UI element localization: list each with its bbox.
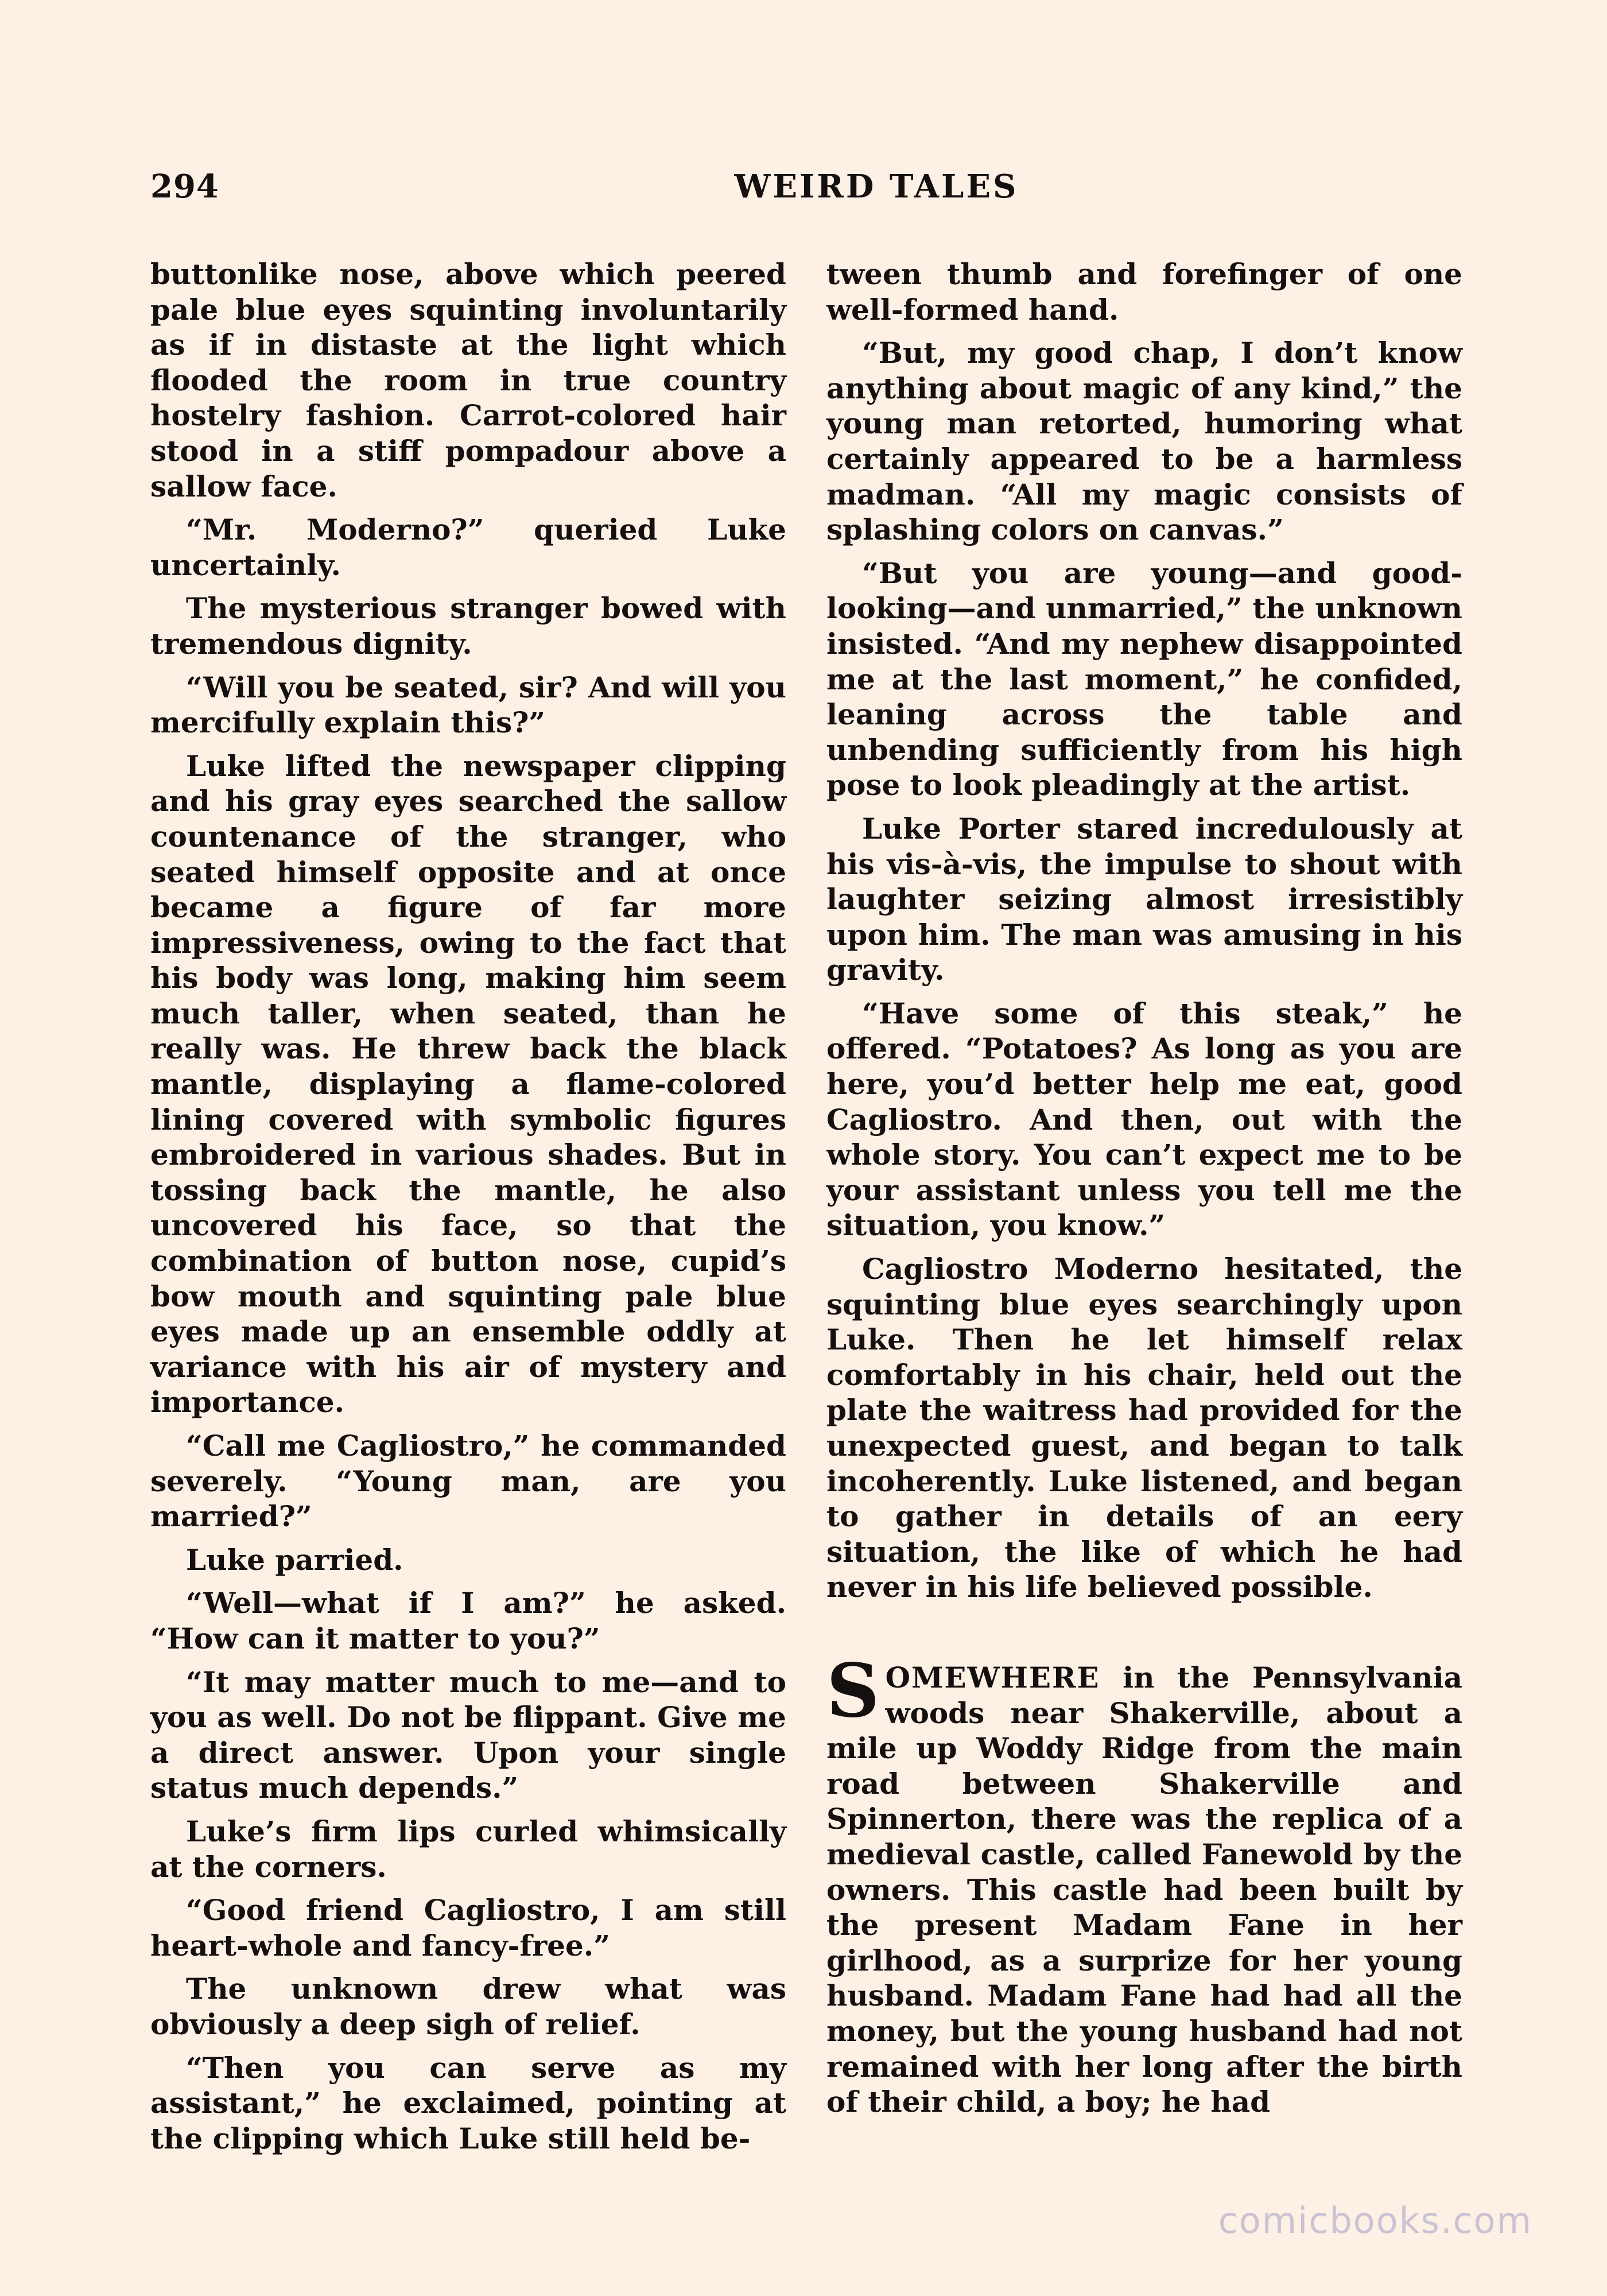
paragraph: The mysterious stranger bowed with tremendous dignity.: [150, 591, 786, 661]
small-caps-lead: OMEWHERE: [885, 1660, 1100, 1694]
paragraph: “Well—what if I am?” he asked. “How can it matter to you?”: [150, 1586, 786, 1655]
left-column: [150, 257, 786, 2164]
paragraph: “But you are young—and good-looking—and unmarried,” the unknown insisted. “And my nephew disappointed me at the last moment,” he confided, leaning across the table and unbending sufficiently from his high pose to look pleadingly at the artist.: [826, 556, 1462, 802]
paragraph: “Have some of this steak,” he offered. “Potatoes? As long as you are here, you’d better help me eat, good Cagliostro. And then, out with the whole story. You can’t expect me to be your assistant unless you tell me the situation, you know.”: [826, 996, 1462, 1243]
section-text: in the Pennsylvania woods near Shakerville, about a mile up Woddy Ridge from the main road between Shakerville and Spinnerton, there was the replica of a medieval castle, called Fanewold by the owners. This castle had been built by the present Madam Fane in her girlhood, as a surprize for her young husband. Madam Fane had had all the money, but the young husband had not remained with her long after the birth of their child, a boy; he had: [826, 1660, 1462, 2119]
paragraph: Luke’s firm lips curled whimsically at the corners.: [150, 1814, 786, 1884]
paragraph: tween thumb and forefinger of one well-formed hand.: [826, 257, 1462, 327]
paragraph: “Will you be seated, sir? And will you mercifully explain this?”: [150, 670, 786, 740]
paragraph: Cagliostro Moderno hesitated, the squinting blue eyes searchingly upon Luke. Then he let himself relax comfortably in his chair, held out the plate the waitress had provided for the unexpected guest, and began to talk incoherently. Luke listened, and began to gather in details of an eery situation, the like of which he had never in his life believed possible.: [826, 1252, 1462, 1604]
paragraph: Luke parried.: [186, 1542, 403, 1577]
paragraph: Luke Porter stared incredulously at his vis-à-vis, the impulse to shout with laughter seizing almost irresistibly upon him. The man was amusing in his gravity.: [826, 811, 1462, 987]
drop-cap-letter: S: [826, 1647, 880, 1734]
paragraph: “But, my good chap, I don’t know anything about magic of any kind,” the young man retorted, humoring what certainly appeared to be a harmless madman. “All my magic consists of splashing colors on canvas.”: [826, 336, 1462, 547]
page-number: 294: [150, 168, 219, 205]
paragraph: “Mr. Moderno?” queried Luke uncertainly.: [150, 513, 786, 582]
paragraph: “It may matter much to me—and to you as well. Do not be flippant. Give me a direct answer. Upon your single status much depends.”: [150, 1665, 786, 1805]
paragraph: buttonlike nose, above which peered pale blue eyes squinting involuntarily as if in distaste at the light which flooded the room in true country hostelry fashion. Carrot-colored hair stood in a stiff pompadour above a sallow face.: [150, 257, 786, 503]
paragraph: “Good friend Cagliostro, I am still heart-whole and fancy-free.”: [150, 1893, 786, 1963]
page-header: [150, 168, 1459, 219]
paragraph: Luke lifted the newspaper clipping and his gray eyes searched the sallow countenance of the stranger, who seated himself opposite and at once became a figure of far more impressiveness, owing to the fact that his body was long, making him seem much taller, when seated, than he really was. He threw back the black mantle, displaying a flame-colored lining covered with symbolic figures embroidered in various shades. But in tossing back the mantle, he also uncovered his face, so that the combination of button nose, cupid’s bow mouth and squinting pale blue eyes made up an ensemble oddly at variance with his air of mystery and importance.: [150, 748, 786, 1420]
paragraph: “Call me Cagliostro,” he commanded severely. “Young man, are you married?”: [150, 1429, 786, 1534]
right-column: [826, 257, 1462, 2128]
paragraph: “Then you can serve as my assistant,” he exclaimed, pointing at the clipping which Luke still held be-: [150, 2050, 786, 2155]
running-head-title: WEIRD TALES: [734, 168, 1019, 205]
watermark: comicbooks.com: [1218, 2200, 1532, 2241]
paragraph: The unknown drew what was obviously a deep sigh of relief.: [150, 1972, 786, 2041]
section-opening-paragraph: [826, 1647, 1462, 2120]
